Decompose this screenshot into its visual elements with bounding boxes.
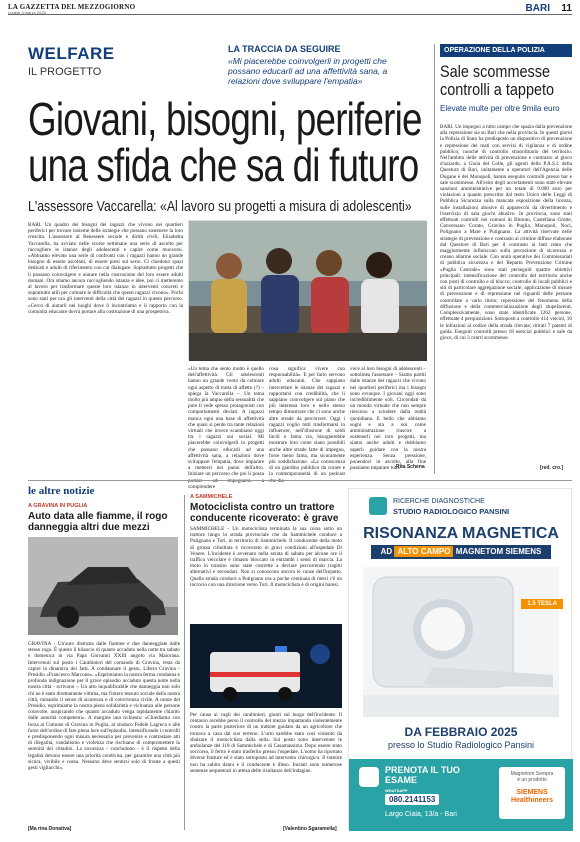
article-col-4: voce al loro bisogni di adolescenti – sottolinea l'assessore – Siamo partiti dalle istanze dei ragazzi che vivono nei quartieri periferici ma i bisogni sono ovunque. I giovani oggi sono incredibilmente soli. Circondati da un mondo virtuale che non sempre riescono a scindere dalla realtà quotidiana. E bello che abbiamo sogni e sta a noi come amministrazione riuscire a sostenerli nei loro progetti, ma siamo anche adulti e dobbiamo saperli guidare con la nostra esperienza. Senza pressione, ponendoci in ascolto, alla fine possiamo imparare tutti. xyxy=(350,366,426,472)
story2-signature: [Valentino Sgaramella] xyxy=(283,826,337,832)
sidebar-title: Sale scommesse controlli a tappeto xyxy=(440,62,555,99)
story2-location: A SAMMICHELE xyxy=(190,494,233,500)
newspaper-name: LA GAZZETTA DEL MEZZOGIORNO xyxy=(8,3,136,11)
masthead xyxy=(8,3,572,15)
story1-body: GRAVINA - Un'auto distrutta dalle fiamme e due danneggiate dalle stesso rogo. È questo il bilancio di quanto accaduto nella notte tra sabato e domenica in via Papa Giovanni XXIII angolo via Maiorana. Intervenuti sul posto i Carabinieri del comando di Gravina, resta da capire la dinamica dei fatti. A condannare il gesto, Libera Gravina - Presidio «Francesco Marcone». «Esprimiamo la nostra ferma condanna e profonda indignazione per il grave episodio accaduto questa notte nella nostra città - scrivono -. Un atto inqualificabile che danneggia non solo chi ne è stato direttamente vittima, ma l'intero tessuto sociale della nostra città, minando il senso di sicurezza e di convivenza civile. A nome del Presidio, esprimiamo la nostra piena solidarietà e vicinanza alle persone coinvolte, auspicando che quanto accaduto venga rapidamente chiarito dalle autorità competenti». A margine una richiesta: «Chiediamo con forza al Comune di Gravina in Puglia, al sindaco Fedele Lagreca e alle forze dell'ordine di fare piena luce sull'episodio, intensificando i controlli e predisponendo ogni misura necessaria per prevenire e contrastare atti di illegalità, vandalismo e violenza che rischiano di compromettere la serenità dei cittadini. La sicurezza - concludono - è il rispetto della legalità devono essere una priorità condivisa, per garantire una città più sicura, vivibile e coesa. Nessuno deve sentirsi solo di fronte a questi gesti vigliacchi». xyxy=(28,641,180,772)
ad-partner-line-2: è un prodotto xyxy=(517,777,547,783)
story1-title: Auto data alle fiamme, il rogo danneggia altri due mezzi xyxy=(28,511,168,533)
kicker: WELFARE xyxy=(28,44,115,63)
section-name: BARI xyxy=(525,3,550,14)
story2-title: Motociclista contro un trattore conducente ricoverato: è grave xyxy=(190,502,339,524)
ad-brand-top: RICERCHE DIAGNOSTICHE xyxy=(393,498,485,505)
article-col-3: cosa significa vivere con responsabilità». E per farlo servono adulti educanti. Che sappiano intercettare le istanze dei ragazzi e rapportarsi con credibilità, che li sappiano coinvolgere sul piano che più interessa loro e nello stesso tempo dimostrare che ci sono anche altre strade da percorrere. Oggi i ragazzi voglio tutti trasformarsi in influencer, nell'illusione di soldi facili e fama via, bisognerebbe mostrare loro come siano possibili anche altre strade fatte di impegno, forse meno fama, ma sicuramente più soddisfazione. «La conoscenza di un giardino pubblico da curare e la contemporaneità di un podcast xyxy=(269,366,345,478)
article-signature: Rita Schena xyxy=(396,464,425,470)
ad-tesla-badge: 1.5 TESLA xyxy=(521,599,563,609)
article-col-2: «Un tema che sento molto è quello dell'affettività. Gli adolescenti hanno un grande vuoto da colmare ogni aspetto di tratta di affetto (?) – spiega la Vaccarella –. Un tema molto più ampio della sessualità che pure lì vede spesso protagonisti con comportamenti deviati. A ragazzi manca ogni una base di affettività che quasi si perde tra tante relazioni virtuali che invece scambiano oggi tra i ragazzi sui social. Mi piacerebbe coinvolgerli in progetti che possano educarli ad una affettività sana, a relazioni dove sviluppare l'empatia, dove imparare a mettersi nei panni dell'altro. Iniziare un percorso che poi li possa comprendere xyxy=(188,366,264,490)
headline xyxy=(28,93,428,191)
story1-photo xyxy=(28,537,178,635)
teenagers-photo-image xyxy=(189,221,427,361)
ad-band xyxy=(371,545,551,559)
burned-car-image xyxy=(28,537,178,635)
ad-title: RISONANZA MAGNETICA xyxy=(363,525,559,542)
ad-address: Largo Ciaia, 13/a - Bari xyxy=(385,811,457,818)
story2-body: SAMMICHELE - Un motociclista terminata la sua corsa sotto un trattore lungo la strada provinciale che da Sammichele conduce a Putignano e Turi, in territorio di Sammichele. Il conducente della moto di grossa cilindrata è ricoverato in gravi condizioni all'ospedale Di Venere. L'incidente è avvenuto nella serata di sabato per alcune ore il traffico veicolare è rimasto bloccato in entrambi i sensi di marcia. La moto in transito sono state costrette a deviare percorrendo tragitti alternativi e secondari. Non si conoscono ancora le cause dell'impatto. Quella strada conduce a Putignano ora a poche centinaia di metri c'è un incrocio con una direzione verso Turi. Il motociclista è di origini baresi. xyxy=(190,526,342,588)
quote-heading: LA TRACCIA DA SEGUIRE xyxy=(228,44,341,54)
headline-line-2: una sfida che sa di futuro xyxy=(28,139,419,191)
ad-band-highlight: ALTO CAMPO xyxy=(394,546,453,557)
ad-partner-box xyxy=(499,767,565,819)
story1-location: A GRAVINA IN PUGLIA xyxy=(28,503,88,509)
pull-quote: «Mi piacerebbe coinvolgerli in progetti che possano educarli ad una affettività sana, a relazioni dove sviluppare l'empatia» xyxy=(228,56,388,86)
ad-footer xyxy=(349,759,573,831)
ad-band-post: MAGNETOM SIEMENS xyxy=(455,547,542,556)
subkicker: IL PROGETTO xyxy=(28,66,102,78)
sidebar-signature: [red. cro.] xyxy=(540,465,564,471)
ambulance-night-image xyxy=(190,624,342,708)
headline-line-1: Giovani, bisogni, periferie xyxy=(28,93,422,145)
mri-scanner-image xyxy=(363,567,559,717)
issue-date: Lunedì 3 marzo 2025 xyxy=(8,10,46,15)
story1-signature: [Ma rina Donativa] xyxy=(28,826,72,832)
sidebar-label: OPERAZIONE DELLA POLIZIA xyxy=(440,44,572,57)
ad-partner-line-1: Magnetom Sempra xyxy=(510,771,554,777)
advertisement[interactable] xyxy=(348,488,572,830)
page-number: 11 xyxy=(561,3,572,14)
ad-band-pre: AD xyxy=(380,547,393,556)
ad-partner-name: SIEMENS Healthineers xyxy=(510,789,554,804)
ad-date-line: DA FEBBRAIO 2025 xyxy=(404,725,518,739)
ad-phone[interactable]: 080.2141153 xyxy=(385,794,439,805)
ad-brand: STUDIO RADIOLOGICO PANSINI xyxy=(393,507,510,516)
clinic-logo-icon xyxy=(369,497,387,515)
story2-photo xyxy=(190,624,342,708)
sidebar-body: BARI. Un impegno a tutto campo che spazia dalla prevenzione alla repressione sia su Bari che nella provincia. In questi giorni la Polizia di Stato ha predisposto un dispositivo di prevenzione e repressione dei reati con servizi di vigilanza e di ordine pubblico, nonché di controllo straordinario del territorio. Nell'ambito delle attività di prevenzione e contrasto al gioco d'azzardo, a Gioia del Colle, gli agenti della P.A.S.I. della Questura di Bari, unitamente a operatori dell'Agenzia delle Dogane e dei Monopoli, hanno eseguito controlli presso bar e sale scommesse. All'esito degli accertamenti sono state elevate sanzioni amministrative per un totale di 9.000 euro per violazioni a quanto prescritto dal testo Unico delle Leggi di Pubblica Sicurezza sulla mancata esposizione della licenza, sulle installazioni abusive di apparecchi da divertimento e l'esercizio di sala giochi abusivo. In provincia, sono stati effettuati controlli nei comuni di Bitonto, Castellana Grotte, Conversano Corato, Gravina in Puglia, Monopoli, Noci, Polignano a Mare e Putignano. La attività riservate nelle strategie di prevenzione e contrasto ai crimine diffuse elaborate dal Questore di Bari per il contrasto ai fatti reato che maggiormente influiscono sulla percezione di sicurezza e creano allarme sociale. Con unità operative dei Commissariati di pubblica sicurezza e del Reparto Prevenzione Crimine «Puglia Centrale» sono stati perseguiti quattro obiettivi principali: intensificazione del controllo del territorio anche con posti di controllo e di blocco; controllo di locali pubblici e siti di particolare aggregazione sociale; applicazione di misure di prevenzione e di repressione nei riguardi delle persone controllate a vario titolo; repressione del fenomeno della diffusione e della commercializzazione degli stupefacenti. Complessivamente, sono state identificate 1262 persone, effettuate 4 perquisizioni. Sottoposti a controllo 414 veicoli, 16 le infrazioni al codice della strada rilevate; ritirati 7 patenti di guida. Eseguiti controlli presso 18 esercizi pubblici e sale da gioco, di cui 3 centri scommesse. xyxy=(440,124,572,341)
ad-cta: PRENOTA IL TUO ESAME xyxy=(385,765,460,785)
ad-whatsapp-label: WHATSAPP xyxy=(385,788,408,793)
section-other-news: le altre notizie xyxy=(28,485,95,497)
article-col-1: BARI. Un quadro dei bisogni dei ragazzi che vivono nei quartieri periferici per trovare insieme delle strategie che possano sostenere la loro crescita. L'assessore al Benessere sociale e diritti civili, Elisabetta Vaccarella, ha avviato nelle scorse settimane una serie di ascolto per raccogliere le istanze degli adolescenti e capire come muoversi. «Abbiamo elevato una serie di confronti con i ragazzi hanno un grande bisogno di essere ascoltati, di essere presi sul serio. Ci chiedono spazi dedicati e adulti di riferimento con cui dialogare. Soprattutto progetti che li possano coinvolgere e aiutare nella costruzione del loro essere adulti domani. Ora stiamo ancora raccogliendo istanze e idee, poi ci metteremo al lavoro per trasformare queste loro istanze in interventi concreti e soprattutto utili per colmare le difficoltà che questi ragazzi vivono». Pochi sono stati per ora gli interventi della città dei ragazzi in questo percorso. «Cerco di aiutarli nei luoghi dove li incontriamo e il rapporto con la comunità educante dovrà portare alla costruzione di una prospettiva. xyxy=(28,222,183,315)
story2-body-continued: Per cause ai vagli dei carabinieri, giunti sul luogo dell'incidente. Il centauro avrebbe perso il controllo del mezzo impattando violentemente contro la parte posteriore di un trattore guidato da un agricoltore che tornava a casa dal suo terreno. L'urto sarebbe stato così violento da sbalzare il motociclista dalla sella. Sul posto sono intervenute le ambulanze del 118 di Sammichele e di Casamassima. Dopo essere stato soccorso, il ferito è stato trasferito presso l'ospedale. L'uomo ha riportato diverse fratture ed è stato sottoposto ad intervento chirurgico. Il trattore non ha subito danni e il conducente è illeso. Iniziati sono numerose sentenze sequestrati in attesa delle risultanze dell'indagine. xyxy=(190,712,342,774)
calendar-icon xyxy=(359,767,379,787)
deck: L'assessore Vaccarella: «Al lavoro su progetti a misura di adolescenti» xyxy=(28,198,412,215)
ad-date-sub: presso lo Studio Radiologico Pansini xyxy=(387,740,535,750)
article-photo xyxy=(188,220,426,360)
sidebar-subtitle: Elevate multe per oltre 9mila euro xyxy=(440,104,560,113)
